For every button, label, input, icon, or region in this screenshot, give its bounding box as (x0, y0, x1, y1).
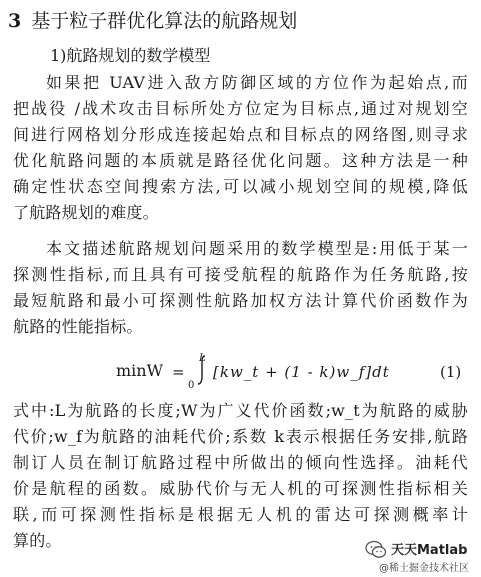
integral-lower-limit: 0 (188, 380, 195, 391)
equation-1 (60, 353, 470, 393)
paragraph-3-line: 式中:L为航路的长度;W为广义代价函数;w_t为航路的威胁 (13, 401, 468, 420)
paragraph-2-line: 探测性指标,而且具有可接受航程的航路作为任务航路,按 (13, 265, 468, 284)
section-heading (8, 6, 297, 33)
equation-lhs: minW (116, 361, 164, 380)
section-title: 基于粒子群优化算法的航路规划 (31, 10, 298, 32)
paragraph-1-line: 间进行网格划分形成连接起始点和目标点的网络图,则寻求 (13, 125, 468, 144)
paragraph-1-line: 如果把 UAV进入敌方防御区域的方位作为起始点,而 (46, 73, 468, 92)
paragraph-3-line: 算的。 (13, 531, 62, 550)
equation-number: (1) (440, 363, 462, 381)
paragraph-3-line: 制订人员在制订航路过程中所做出的倾向性选择。油耗代 (13, 453, 468, 472)
wechat-bubble-icon (365, 539, 387, 561)
paragraph-3-line: 代价;w_f为航路的油耗代价;系数 k表示根据任务安排,航路 (13, 427, 468, 446)
paragraph-3-line: 价是航程的函数。威胁代价与无人机的可探测性指标相关 (13, 479, 468, 498)
watermark-source: @稀土掘金技术社区 (379, 563, 469, 574)
paragraph-1-line: 把战役 /战术攻击目标所处方位定为目标点,通过对规划空 (13, 99, 468, 118)
paragraph-1-line: 确定性状态空间搜索方法,可以减小规划空间的规模,降低 (13, 177, 468, 196)
paragraph-1-line: 优化航路问题的本质就是路径优化问题。这种方法是一种 (13, 151, 468, 170)
paragraph-2-line: 航路的性能指标。 (13, 317, 143, 336)
paragraph-3-line: 联,而可探测性指标是根据无人机的雷达可探测概率计 (13, 505, 468, 524)
integral-sign-icon (196, 354, 208, 386)
equation-integrand: [kw_t + (1 - k)w_f]dt (213, 363, 390, 381)
paragraph-1-line: 了航路规划的难度。 (13, 203, 159, 222)
integral-upper-limit: L (199, 353, 206, 364)
paragraph-2-line: 最短航路和最小可探测性航路加权方法计算代价函数作为 (13, 291, 468, 310)
paragraph-2-line: 本文描述航路规划问题采用的数学模型是:用低于某一 (46, 239, 468, 258)
watermark (365, 537, 477, 573)
equation-equals: = (172, 363, 185, 381)
section-number: 3 (8, 10, 22, 32)
watermark-name: 天天Matlab (391, 543, 468, 558)
subsection-heading: 1)航路规划的数学模型 (50, 46, 211, 65)
